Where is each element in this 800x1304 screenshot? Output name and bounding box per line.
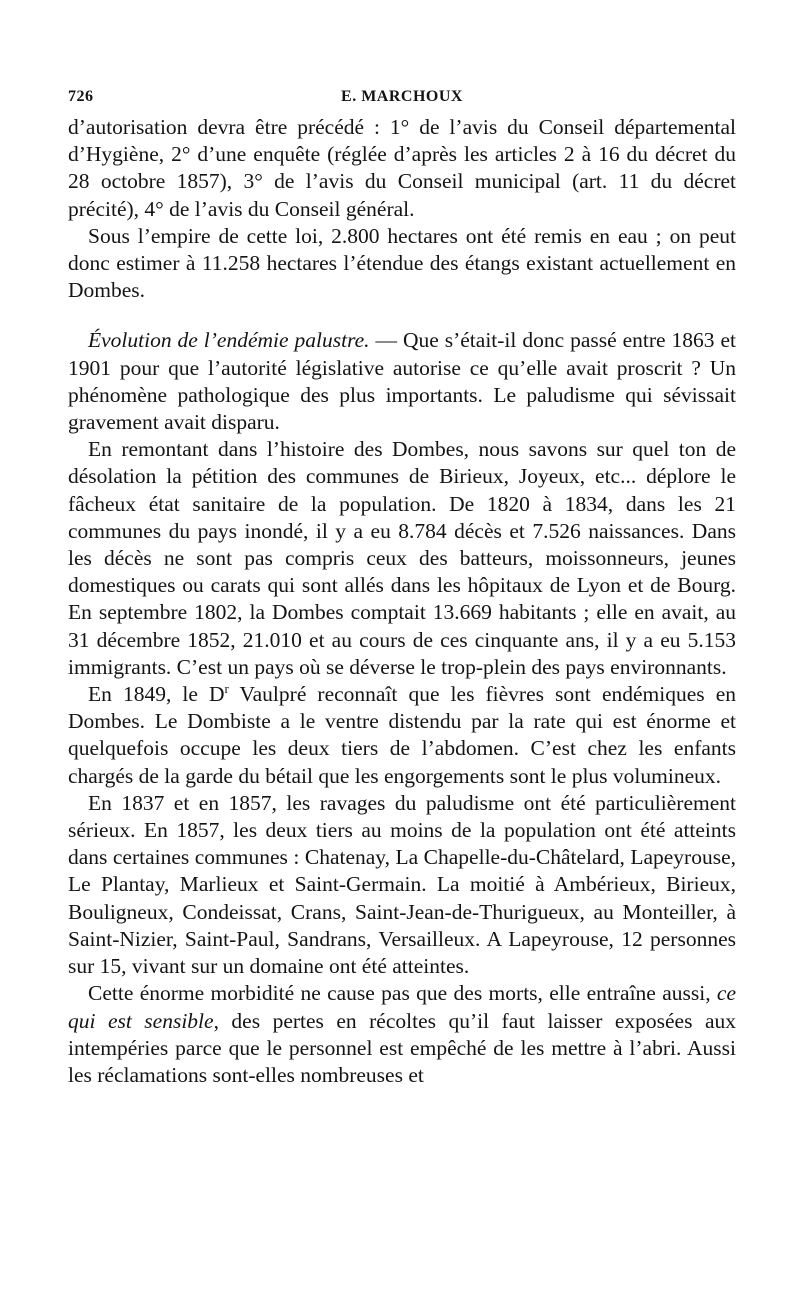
paragraph-history: En remontant dans l’histoire des Dombes, nous savons sur quel ton de désolation la pétition des communes de Birieux, Joyeux, etc... déplore le fâcheux état sanitaire de la population. De 1820 à 1834, dans les 21 communes du pays inondé, il y a eu 8.784 décès et 7.526 naissances. Dans les décès ne sont pas compris ceux des batteurs, moissonneurs, jeunes domestiques ou carats qui sont allés dans les hôpitaux de Lyon et de Bourg. En septembre 1802, la Dombes comptait 13.669 habitants ; elle en avait, au 31 décembre 1852, 21.010 et au cours de ces cinquante ans, il y a eu 5.153 immigrants. C’est un pays où se déverse le trop-plein des pays environnants.: [68, 437, 736, 679]
running-head: E. MARCHOUX: [341, 88, 463, 105]
paragraph-evolution: [68, 327, 736, 436]
paragraph-morbidity: [68, 980, 736, 1089]
paragraph-vaulpre-end: Vaulpré reconnaît que les fièvres sont endémiques en Dombes. Le Dombiste a le ventre distendu par la rate qui est énorme et quelquefois occupe les deux tiers de l’abdomen. C’est chez les enfants chargés de la garde du bétail que les engorgements sont le plus volumineux.: [68, 682, 736, 788]
body-text: [68, 114, 736, 1089]
paragraph-ravages: En 1837 et en 1857, les ravages du paludisme ont été particulièrement sérieux. En 1857, les deux tiers au moins de la population ont été atteints dans certaines communes : Chatenay, La Chapelle-du-Châtelard, Lapeyrouse, Le Plantay, Marlieux et Saint-Germain. La moitié à Ambérieux, Birieux, Bouligneux, Condeissat, Crans, Saint-Jean-de-Thurigueux, au Monteiller, à Saint-Nizier, Saint-Paul, Sandrans, Versailleux. A Lapeyrouse, 12 personnes sur 15, vivant sur un domaine ont été atteintes.: [68, 790, 736, 979]
book-page: [68, 80, 736, 1089]
paragraph-morbidity-start: Cette énorme morbidité ne cause pas que des morts, elle entraîne aussi,: [88, 981, 717, 1006]
paragraph-vaulpre-start: En 1849, le D: [88, 682, 225, 707]
page-number: 726: [68, 88, 94, 105]
page-header: [68, 80, 736, 114]
paragraph-morbidity-end: , des pertes en récoltes qu’il faut laisser exposées aux intempéries parce que le personnel est empêché de les mettre à l’abri. Aussi les réclamations sont-elles nombreuses et: [68, 1008, 736, 1087]
paragraph-evolution-text: — Que s’était-il donc passé entre 1863 et 1901 pour que l’autorité législative autorise ce qu’elle avait proscrit ? Un phénomène pathologique des plus importants. Le paludisme qui sévissait gravement avait disparu.: [68, 328, 736, 435]
paragraph-authorization: d’autorisation devra être précédé : 1° de l’avis du Conseil départemental d’Hygiène, 2° d’une enquête (réglée d’après les articles 2 à 16 du décret du 28 octobre 1857), 3° de l’avis du Conseil municipal (art. 11 du décret précité), 4° de l’avis du Conseil général.: [68, 115, 736, 221]
paragraph-hectares: Sous l’empire de cette loi, 2.800 hectares ont été remis en eau ; on peut donc estimer à 11.258 hectares l’étendue des étangs existant actuellement en Dombes.: [68, 223, 736, 303]
section-title: Évolution de l’endémie palustre.: [88, 328, 370, 353]
italic-phrase: ce qui est sensible: [68, 981, 736, 1033]
doctor-superscript: r: [224, 680, 229, 696]
paragraph-vaulpre: [68, 681, 736, 790]
